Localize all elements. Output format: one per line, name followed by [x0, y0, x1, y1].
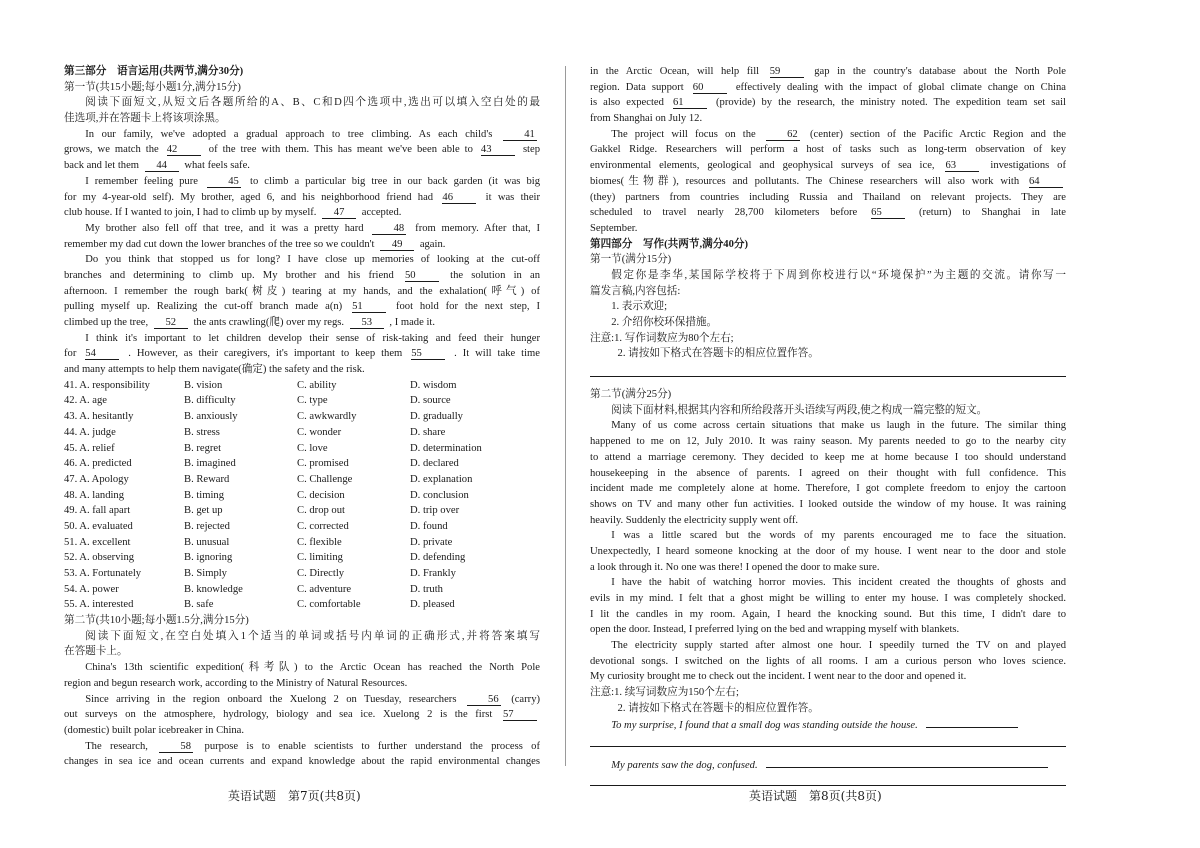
text-segment: step — [522, 144, 540, 156]
text-segment: to attend a marriage ceremony. They decided to keep me at home because I too should understand — [590, 451, 1066, 463]
text-segment: in the Arctic Ocean, will help fill — [590, 66, 760, 77]
story-passage — [590, 418, 1066, 685]
text-line — [590, 513, 1066, 529]
option-a: 48. A. landing — [64, 489, 125, 501]
page-8-footer: 英语试题 第8页(共8页) — [749, 789, 882, 803]
blank-58: 58 — [159, 741, 193, 753]
option-d: D. private — [410, 536, 453, 548]
text-segment: I remember feeling pure — [85, 175, 198, 187]
text-segment: branches and determining to climb up. My brother and his friend — [64, 269, 394, 281]
text-line — [64, 315, 540, 331]
text-segment: incident made me completely alone at home. Therefore, I got complete freedom to enjoy the cartoon — [590, 483, 1066, 495]
option-a: 41. A. responsibility — [64, 379, 150, 391]
option-c: C. limiting — [297, 552, 343, 564]
text-segment: again. — [419, 238, 446, 250]
text-segment: of the tree with them. This has meant we've been able to — [208, 144, 473, 156]
text-line — [590, 591, 1066, 607]
blank-47: 47 — [322, 207, 356, 219]
option-b: B. difficulty — [184, 395, 236, 407]
text-segment: Do you think that stopped us for long? I have close up memories of looking at the cut-off — [85, 254, 540, 266]
text-line — [590, 95, 1066, 111]
answer-line — [766, 757, 1048, 768]
section-4-part-1-header: 第一节(满分15分) — [590, 254, 672, 266]
paragraph-1-opening — [590, 717, 1066, 733]
page-8 — [590, 64, 1066, 796]
text-segment: region and begun research work, according to the Ministry of Natural Resources. — [64, 677, 408, 689]
text-segment: out surveys on the atmosphere, hydrology, biology and sea ice. Xuelong 2 is the first — [64, 709, 493, 721]
option-row — [64, 393, 540, 409]
option-a: 42. A. age — [64, 395, 107, 407]
text-segment: for — [64, 348, 77, 360]
option-d: D. source — [410, 395, 451, 407]
option-c: C. Directly — [297, 568, 345, 579]
text-segment: My curiosity brought me to check out the incident. I went near to the door and opened it. — [590, 671, 967, 683]
option-d: D. determination — [410, 442, 482, 454]
text-line — [64, 190, 540, 206]
blank-50: 50 — [405, 270, 439, 282]
blank-57: 57 — [503, 709, 537, 721]
option-row — [64, 472, 540, 488]
option-a: 47. A. Apology — [64, 473, 129, 485]
text-segment: gap in the country's database about the North Pole — [814, 66, 1066, 77]
writing-point: 1. 表示欢迎; — [611, 301, 668, 313]
text-segment: pulling myself up. Realizing the cut-off branch made a(n) — [64, 301, 343, 313]
option-c: C. corrected — [297, 520, 349, 532]
writing-task-instruction: 假定你是李华,某国际学校将于下周到你校进行以“环境保护”为主题的交流。请你写一 — [611, 269, 1066, 281]
text-line — [64, 346, 540, 362]
writing-point: 2. 介绍你校环保措施。 — [611, 317, 718, 328]
blank-60: 60 — [693, 82, 727, 94]
option-a: 50. A. evaluated — [64, 520, 133, 532]
answer-line — [590, 777, 1066, 786]
option-row — [64, 441, 540, 457]
text-segment: scheduled to travel nearly 28,700 kilometers before — [590, 207, 858, 219]
text-line — [590, 434, 1066, 450]
cloze-passage — [64, 127, 540, 378]
blank-41: 41 — [503, 129, 537, 141]
text-segment: heavily. Suddenly the electricity supply went off. — [590, 514, 799, 526]
text-segment: remember my dad cut down the lower branches of the tree so we couldn't — [64, 238, 375, 250]
text-line — [64, 660, 540, 676]
text-line — [64, 754, 540, 770]
text-segment: (center) section of the Pacific Arctic Region and the — [810, 128, 1066, 140]
option-row — [64, 409, 540, 425]
option-d: D. gradually — [410, 411, 463, 423]
writing-note: 2. 请按如下格式在答题卡的相应位置作答。 — [617, 702, 819, 714]
text-line — [64, 739, 540, 755]
text-segment: The research, — [85, 740, 148, 752]
text-line — [64, 237, 540, 253]
text-segment: foot hold for the next step, I — [395, 301, 540, 313]
text-segment: climbed up the tree, — [64, 317, 149, 328]
option-d: D. wisdom — [410, 379, 457, 391]
blank-64: 64 — [1029, 176, 1063, 188]
option-d: D. trip over — [410, 505, 460, 517]
text-line — [590, 466, 1066, 482]
text-line — [590, 607, 1066, 623]
blank-62: 62 — [766, 129, 800, 141]
section-3-part-1-header: 第一节(共15小题;每小题1分,满分15分) — [64, 81, 241, 93]
answer-line — [590, 738, 1066, 747]
option-d: D. conclusion — [410, 489, 469, 501]
option-c: C. ability — [297, 379, 337, 391]
option-b: B. imagined — [184, 458, 236, 470]
option-d: D. explanation — [410, 473, 473, 485]
section-3-part-2-instruction: 阅读下面短文,在空白处填入1个适当的单词或括号内单词的正确形式,并将答案填写 — [85, 630, 540, 642]
option-d: D. truth — [410, 583, 443, 595]
text-segment: changes in sea ice and ocean currents and expand knowledge about the rapid environmental changes — [64, 756, 540, 768]
option-b: B. anxiously — [184, 411, 238, 423]
text-segment: to climb a particular big tree in our back garden (it was big — [250, 175, 540, 187]
blank-46: 46 — [442, 192, 476, 204]
text-line — [590, 560, 1066, 576]
option-a: 49. A. fall apart — [64, 505, 131, 517]
option-a: 44. A. judge — [64, 426, 116, 438]
option-c: C. decision — [297, 489, 345, 501]
option-d: D. share — [410, 426, 446, 438]
text-segment: My brother also fell off that tree, and it was a pretty hard — [85, 222, 364, 234]
option-c: C. promised — [297, 458, 349, 470]
text-segment: purpose is to enable scientists to further understand the process of — [204, 740, 540, 752]
text-line — [590, 80, 1066, 96]
text-line — [590, 190, 1066, 206]
text-line — [590, 64, 1066, 80]
option-c: C. Challenge — [297, 473, 353, 485]
answer-options — [64, 378, 540, 613]
option-b: B. knowledge — [184, 583, 243, 595]
option-row — [64, 550, 540, 566]
text-line — [590, 111, 1066, 127]
writing-note: 注意:1. 写作词数应为80个左右; — [590, 332, 734, 344]
text-segment: I think it's important to let children develop their sense of risk-taking and feed their hunger — [85, 332, 540, 344]
blank-45: 45 — [207, 176, 241, 188]
option-c: C. awkwardly — [297, 411, 357, 423]
section-3-part-2-header: 第二节(共10小题;每小题1.5分,满分15分) — [64, 615, 249, 627]
option-d: D. declared — [410, 458, 459, 470]
text-segment: September. — [590, 222, 638, 234]
text-segment: investigations of — [990, 160, 1066, 172]
text-segment: and many attempts to help them navigate(确定) the safety and the risk. — [64, 364, 365, 376]
blank-63: 63 — [945, 160, 979, 172]
text-line — [64, 284, 540, 300]
option-d: D. pleased — [410, 599, 455, 611]
text-line — [590, 497, 1066, 513]
text-segment: the ants crawling(爬) over my regs. — [193, 317, 345, 328]
option-b: B. rejected — [184, 520, 230, 532]
text-line — [64, 221, 540, 237]
text-segment: from Shanghai on July 12. — [590, 113, 703, 125]
option-row — [64, 582, 540, 598]
option-b: B. stress — [184, 426, 220, 438]
continuation-instruction: 阅读下面材料,根据其内容和所给段落开头语续写两段,使之构成一篇完整的短文。 — [611, 404, 988, 416]
text-line — [64, 707, 540, 723]
grammar-fill-passage — [64, 660, 540, 770]
option-a: 46. A. predicted — [64, 458, 132, 470]
option-b: B. vision — [184, 379, 223, 391]
text-line — [590, 450, 1066, 466]
option-a: 53. A. Fortunately — [64, 568, 142, 579]
option-c: C. type — [297, 395, 328, 407]
text-line — [590, 622, 1066, 638]
page-7 — [64, 64, 540, 770]
option-c: C. drop out — [297, 505, 345, 517]
option-a: 43. A. hesitantly — [64, 411, 134, 423]
text-line — [590, 158, 1066, 174]
option-b: B. unusual — [184, 536, 230, 548]
text-line — [64, 142, 540, 158]
writing-task-instruction: 篇发言稿,内容包括: — [590, 285, 681, 297]
text-segment: , I made it. — [389, 317, 435, 328]
text-line — [64, 174, 540, 190]
text-segment: region. Data support — [590, 81, 684, 93]
blank-44: 44 — [145, 160, 179, 172]
text-segment: club house. If I wanted to join, I had to climb up by myself. — [64, 207, 317, 219]
text-line — [64, 723, 540, 739]
text-segment: . However, as their caregivers, it's important to keep them — [128, 348, 403, 360]
paragraph-1-opening-text: To my surprise, I found that a small dog was standing outside the house. — [611, 719, 918, 731]
option-c: C. adventure — [297, 583, 352, 595]
blank-52: 52 — [154, 317, 188, 329]
text-segment: effectively dealing with the impact of global climate change on China — [735, 81, 1066, 93]
section-4-part-2-header: 第二节(满分25分) — [590, 389, 672, 401]
section-3-part-1-instruction: 佳选项,并在答题卡上将该项涂黑。 — [64, 113, 226, 125]
text-line — [590, 638, 1066, 654]
option-b: B. regret — [184, 442, 222, 454]
text-line — [590, 205, 1066, 221]
text-line — [590, 174, 1066, 190]
text-line — [590, 418, 1066, 434]
blank-51: 51 — [352, 301, 386, 313]
text-segment: I lit the candles in my room. Again, I heard the knocking sound. But this time, I didn't dare to — [590, 608, 1066, 620]
option-d: D. defending — [410, 552, 466, 564]
text-segment: afternoon. I remember the rough bark(树皮) tearing at my hands, and the exhalation(呼气) of — [64, 285, 540, 297]
text-segment: from memory. After that, I — [415, 222, 540, 234]
blank-53: 53 — [350, 317, 384, 329]
text-line — [590, 544, 1066, 560]
text-segment: (domestic) built polar icebreaker in China. — [64, 724, 245, 736]
text-line — [64, 362, 540, 378]
text-segment: devotional songs. I switched on the lights of all rooms. I am a curious person who loves science. — [590, 655, 1066, 667]
text-line — [64, 158, 540, 174]
text-segment: The electricity supply started after almost one hour. I speedily turned the TV on and played — [611, 640, 1066, 652]
option-c: C. comfortable — [297, 599, 361, 611]
page-7-footer: 英语试题 第7页(共8页) — [228, 789, 361, 803]
option-c: C. wonder — [297, 426, 342, 438]
option-c: C. love — [297, 442, 328, 454]
text-segment: a look through it. No one was there! I opened the door to make sure. — [590, 561, 880, 573]
text-segment: the solution in an — [450, 269, 540, 281]
text-line — [590, 221, 1066, 237]
section-3-part-2-instruction: 在答题卡上。 — [64, 646, 128, 658]
text-segment: housekeeping in the absence of parents. I agreed on their thought with full confidence. This — [590, 467, 1066, 479]
text-segment: Since arriving in the region onboard the Xuelong 2 on Tuesday, researchers — [85, 693, 457, 705]
text-line — [64, 299, 540, 315]
option-row — [64, 456, 540, 472]
paragraph-2-opening-text: My parents saw the dog, confused. — [611, 760, 758, 772]
text-segment: for my 4-year-old self). My brother, aged 6, and his neighborhood friend had — [64, 191, 434, 203]
text-segment: The project will focus on the — [611, 128, 756, 140]
option-a: 45. A. relief — [64, 442, 115, 454]
text-segment: (carry) — [511, 693, 540, 705]
option-row — [64, 566, 540, 582]
text-segment: evils in my mind. I felt that a ghost might be willing to enter my house. I was completely shocked. — [590, 593, 1066, 604]
text-segment: (provide) by the research, the ministry noted. The expedition team set sail — [716, 97, 1066, 109]
text-segment: happened to me on 12, July 2010. It was rainy season. My parents needed to go to the nearby city — [590, 436, 1066, 448]
option-b: B. safe — [184, 599, 214, 611]
blank-42: 42 — [167, 144, 201, 156]
text-segment: environmental elements, geological and geophysical surveys of sea ice, — [590, 160, 935, 172]
text-segment: (return) to Shanghai in late — [919, 207, 1066, 219]
text-segment: China's 13th scientific expedition(科考队) to the Arctic Ocean has reached the North Pole — [85, 662, 540, 674]
option-row — [64, 503, 540, 519]
option-d: D. found — [410, 520, 448, 532]
blank-48: 48 — [372, 223, 406, 235]
section-3-part-1-instruction: 阅读下面短文,从短文后各题所给的A、B、C和D四个选项中,选出可以填入空白处的最 — [85, 97, 540, 109]
option-row — [64, 378, 540, 394]
text-segment: it was their — [485, 191, 540, 203]
text-line — [64, 676, 540, 692]
text-segment: . It will take time — [454, 348, 540, 360]
option-row — [64, 488, 540, 504]
text-line — [64, 127, 540, 143]
text-segment: I was a little scared but the words of my parents encouraged me to face the situation. — [611, 530, 1066, 542]
answer-line — [590, 368, 1066, 377]
option-b: B. ignoring — [184, 552, 233, 564]
writing-note: 注意:1. 续写词数应为150个左右; — [590, 687, 739, 699]
option-a: 52. A. observing — [64, 552, 135, 564]
blank-56: 56 — [467, 694, 501, 706]
option-b: B. get up — [184, 505, 223, 517]
text-line — [590, 142, 1066, 158]
blank-54: 54 — [85, 348, 119, 360]
text-segment: what feels safe. — [184, 160, 250, 172]
column-divider — [565, 66, 566, 766]
writing-note: 2. 请按如下格式在答题卡的相应位置作答。 — [617, 348, 819, 360]
option-b: B. Simply — [184, 568, 227, 579]
section-3-title: 第三部分 语言运用(共两节,满分30分) — [64, 66, 244, 77]
text-segment: Unexpectedly, I heard someone knocking at the door of my house. I went near to the door and stole — [590, 545, 1066, 557]
option-c: C. flexible — [297, 536, 342, 548]
blank-49: 49 — [380, 239, 414, 251]
text-segment: biomes(生物群), resources and pollutants. The Chinese researchers will also work with — [590, 175, 1020, 187]
text-line — [590, 654, 1066, 670]
text-line — [590, 669, 1066, 685]
text-line — [64, 692, 540, 708]
option-a: 51. A. excellent — [64, 536, 131, 548]
text-line — [590, 481, 1066, 497]
text-line — [590, 528, 1066, 544]
option-d: D. Frankly — [410, 568, 456, 579]
text-line — [64, 252, 540, 268]
text-line — [64, 268, 540, 284]
text-segment: is also expected — [590, 97, 664, 109]
text-line — [64, 205, 540, 221]
text-segment: In our family, we've adopted a gradual approach to tree climbing. As each child's — [85, 128, 493, 140]
text-segment: I have the habit of watching horror movies. This incident created the thoughts of ghosts and — [611, 577, 1066, 589]
blank-55: 55 — [411, 348, 445, 360]
blank-43: 43 — [481, 144, 515, 156]
text-segment: Gakkel Ridge. Researchers will perform a host of tasks such as long-term observation of key — [590, 144, 1066, 156]
option-row — [64, 535, 540, 551]
option-a: 54. A. power — [64, 583, 119, 595]
option-row — [64, 519, 540, 535]
text-segment: open the door. Instead, I preferred lying on the bed and wrapping myself with blankets. — [590, 624, 960, 636]
answer-line — [926, 717, 1018, 728]
blank-65: 65 — [871, 207, 905, 219]
option-a: 55. A. interested — [64, 599, 134, 611]
blank-61: 61 — [673, 97, 707, 109]
text-segment: back and let them — [64, 160, 140, 172]
option-b: B. timing — [184, 489, 225, 501]
text-segment: (they) partners from countries including Russia and Thailand on relevant projects. They are — [590, 191, 1066, 203]
section-4-title: 第四部分 写作(共两节,满分40分) — [590, 238, 749, 250]
text-line — [590, 575, 1066, 591]
text-segment: shows on TV and many other fun activities. I looked outside the window of my house. It was raining — [590, 498, 1066, 510]
text-line — [64, 331, 540, 347]
option-row — [64, 597, 540, 613]
option-b: B. Reward — [184, 473, 230, 485]
text-line — [590, 127, 1066, 143]
text-segment: accepted. — [361, 207, 402, 219]
text-segment: grows, we match the — [64, 144, 159, 156]
paragraph-2-opening — [590, 757, 1066, 773]
text-segment: Many of us come across certain situations that make us laugh in the future. The similar thing — [611, 420, 1066, 432]
grammar-fill-passage-continued — [590, 64, 1066, 237]
option-row — [64, 425, 540, 441]
blank-59: 59 — [770, 66, 804, 78]
